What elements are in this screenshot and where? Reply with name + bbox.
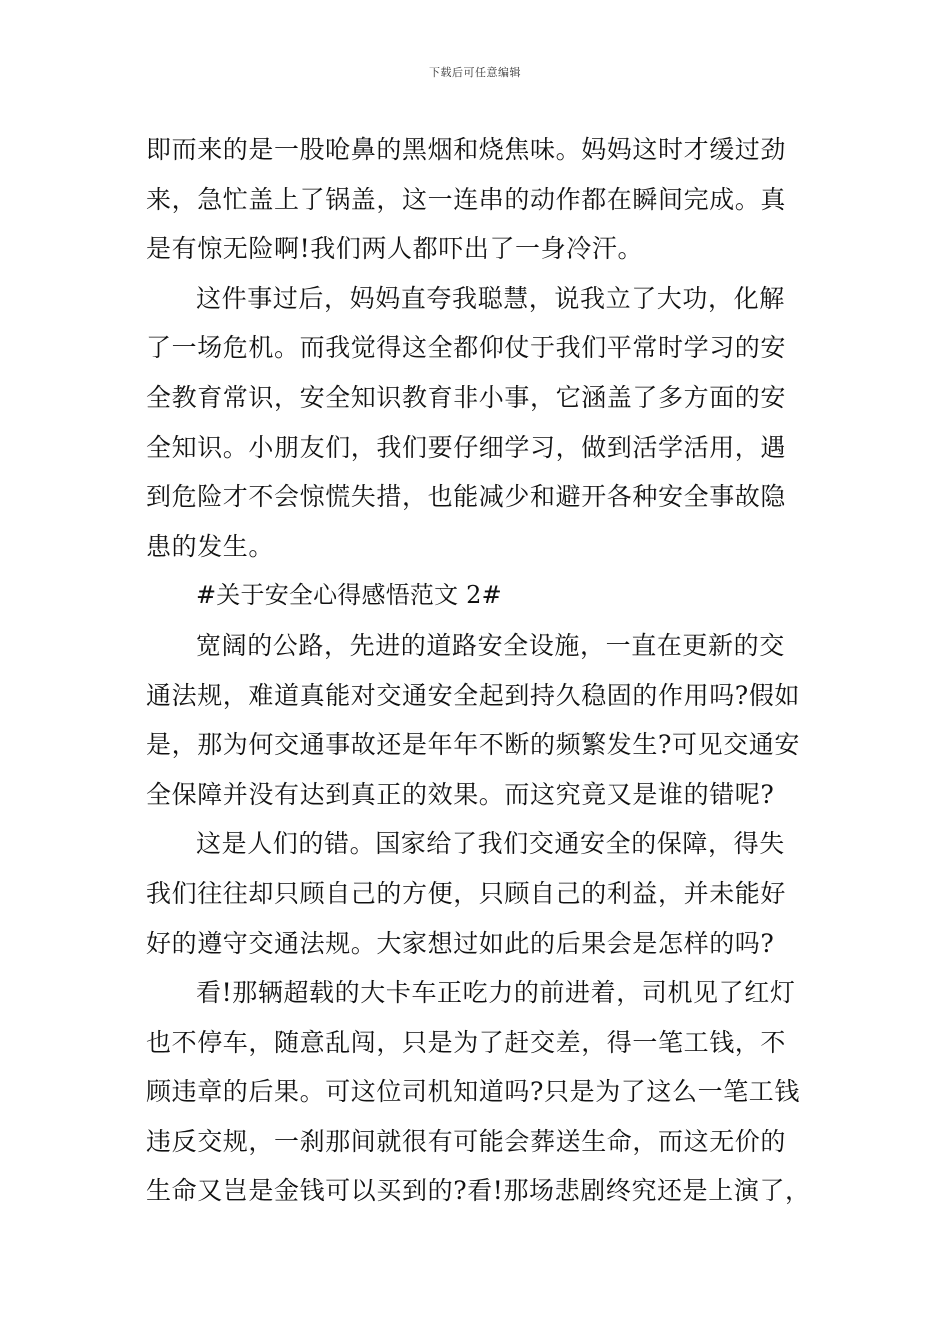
text-line: 看!那辆超载的大卡车正吃力的前进着，司机见了红灯 <box>196 978 796 1008</box>
paragraph <box>146 819 818 968</box>
text-line: 了一场危机。而我觉得这全都仰仗于我们平常时学习的安 <box>146 333 787 363</box>
text-line: 生命又岂是金钱可以买到的?看!那场悲剧终究还是上演了， <box>146 1176 811 1206</box>
text-line: 这是人们的错。国家给了我们交通安全的保障，得失 <box>196 829 785 859</box>
text-line: 宽阔的公路，先进的道路安全设施，一直在更新的交 <box>196 630 785 660</box>
text-line: 是，那为何交通事故还是年年不断的频繁发生?可见交通安 <box>146 730 801 760</box>
text-line: 全保障并没有达到真正的效果。而这究竟又是谁的错呢? <box>146 779 775 809</box>
text-line: 来，急忙盖上了锅盖，这一连串的动作都在瞬间完成。真 <box>146 184 787 214</box>
text-line: 全教育常识，安全知识教育非小事，它涵盖了多方面的安 <box>146 382 787 412</box>
document-body <box>146 125 818 1216</box>
paragraph <box>146 968 818 1216</box>
section-heading: #关于安全心得感悟范文 2# <box>196 581 502 610</box>
text-line: 好的遵守交通法规。大家想过如此的后果会是怎样的吗? <box>146 928 775 958</box>
text-line: 即而来的是一股呛鼻的黑烟和烧焦味。妈妈这时才缓过劲 <box>146 135 787 164</box>
text-line: 患的发生。 <box>146 531 275 561</box>
text-line: 是有惊无险啊!我们两人都吓出了一身冷汗。 <box>146 234 644 264</box>
page-header: 下载后可任意编辑 <box>429 66 521 79</box>
text-line: 违反交规，一刹那间就很有可能会葬送生命，而这无价的 <box>146 1126 787 1156</box>
text-line: 我们往往却只顾自己的方便，只顾自己的利益，并未能好 <box>146 878 787 908</box>
text-line: 这件事过后，妈妈直夸我聪慧，说我立了大功，化解 <box>196 283 785 313</box>
paragraph <box>146 621 818 819</box>
text-line: 顾违章的后果。可这位司机知道吗?只是为了这么一笔工钱 <box>146 1077 801 1107</box>
text-line: 通法规，难道真能对交通安全起到持久稳固的作用吗?假如 <box>146 680 801 710</box>
text-line: 也不停车，随意乱闯，只是为了赶交差，得一笔工钱，不 <box>146 1027 787 1057</box>
paragraph <box>146 125 818 274</box>
text-line: 到危险才不会惊慌失措，也能减少和避开各种安全事故隐 <box>146 482 787 512</box>
text-line: 全知识。小朋友们，我们要仔细学习，做到活学活用，遇 <box>146 432 787 462</box>
paragraph <box>146 274 818 572</box>
